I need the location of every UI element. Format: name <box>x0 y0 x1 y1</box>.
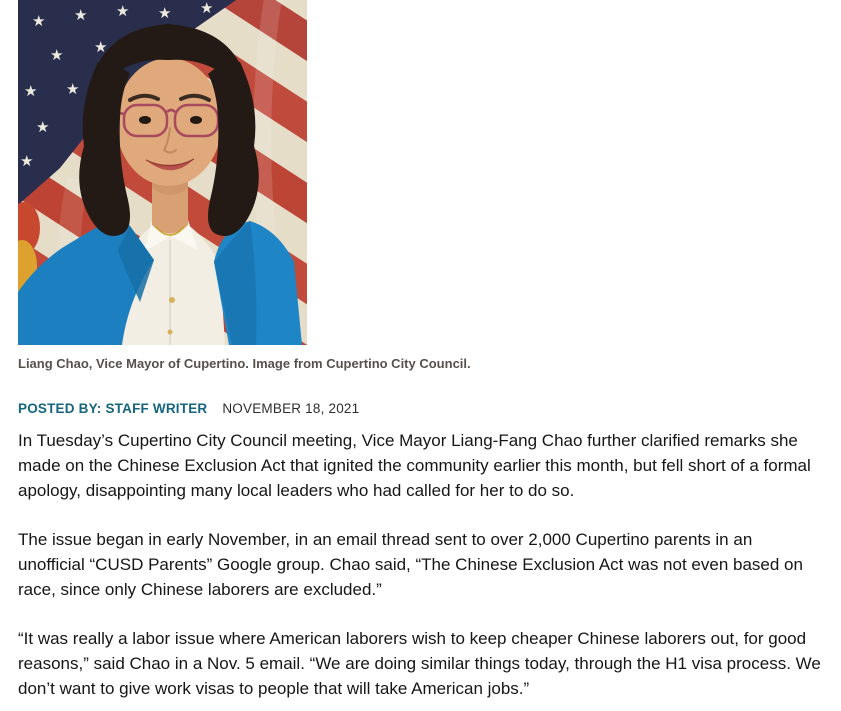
svg-text:★: ★ <box>32 12 46 30</box>
posted-by-text: POSTED BY: <box>18 401 102 416</box>
svg-text:★: ★ <box>50 46 64 64</box>
svg-text:★: ★ <box>158 4 172 22</box>
shirt-button <box>168 330 173 335</box>
posted-by-label <box>18 401 207 416</box>
svg-text:★: ★ <box>200 0 214 17</box>
byline <box>18 401 823 416</box>
svg-text:★: ★ <box>74 6 88 24</box>
shirt-button <box>169 297 175 303</box>
svg-text:★: ★ <box>24 82 38 100</box>
article-paragraph-1: In Tuesday’s Cupertino City Council meeting, Vice Mayor Liang-Fang Chao further clarified remarks she made on the Chinese Exclusion Act that ignited the community earlier this month, but fell short of a formal apology, disappointing many local leaders who had called for her to do so. <box>18 431 811 500</box>
article-body <box>18 428 823 701</box>
article-photo <box>18 0 307 345</box>
svg-text:★: ★ <box>66 80 80 98</box>
article-figure <box>18 0 823 371</box>
post-date: NOVEMBER 18, 2021 <box>222 401 360 416</box>
svg-text:★: ★ <box>94 38 108 56</box>
article-paragraph-3: “It was really a labor issue where American laborers wish to keep cheaper Chinese laborers out, for good reasons,” said Chao in a Nov. 5 email. “We are doing similar things today, through the H1 visa process. We don’t want to give work visas to people that will take American jobs.” <box>18 629 821 698</box>
svg-text:★: ★ <box>36 118 50 136</box>
svg-text:★: ★ <box>20 152 34 170</box>
svg-text:★: ★ <box>116 2 130 20</box>
portrait-illustration <box>18 0 307 345</box>
author-link[interactable]: STAFF WRITER <box>105 401 208 416</box>
photo-caption: Liang Chao, Vice Mayor of Cupertino. Image from Cupertino City Council. <box>18 356 471 371</box>
article-paragraph-2: The issue began in early November, in an email thread sent to over 2,000 Cupertino parents in an unofficial “CUSD Parents” Google group. Chao said, “The Chinese Exclusion Act was not even based on race, since only Chinese laborers are excluded.” <box>18 530 803 599</box>
